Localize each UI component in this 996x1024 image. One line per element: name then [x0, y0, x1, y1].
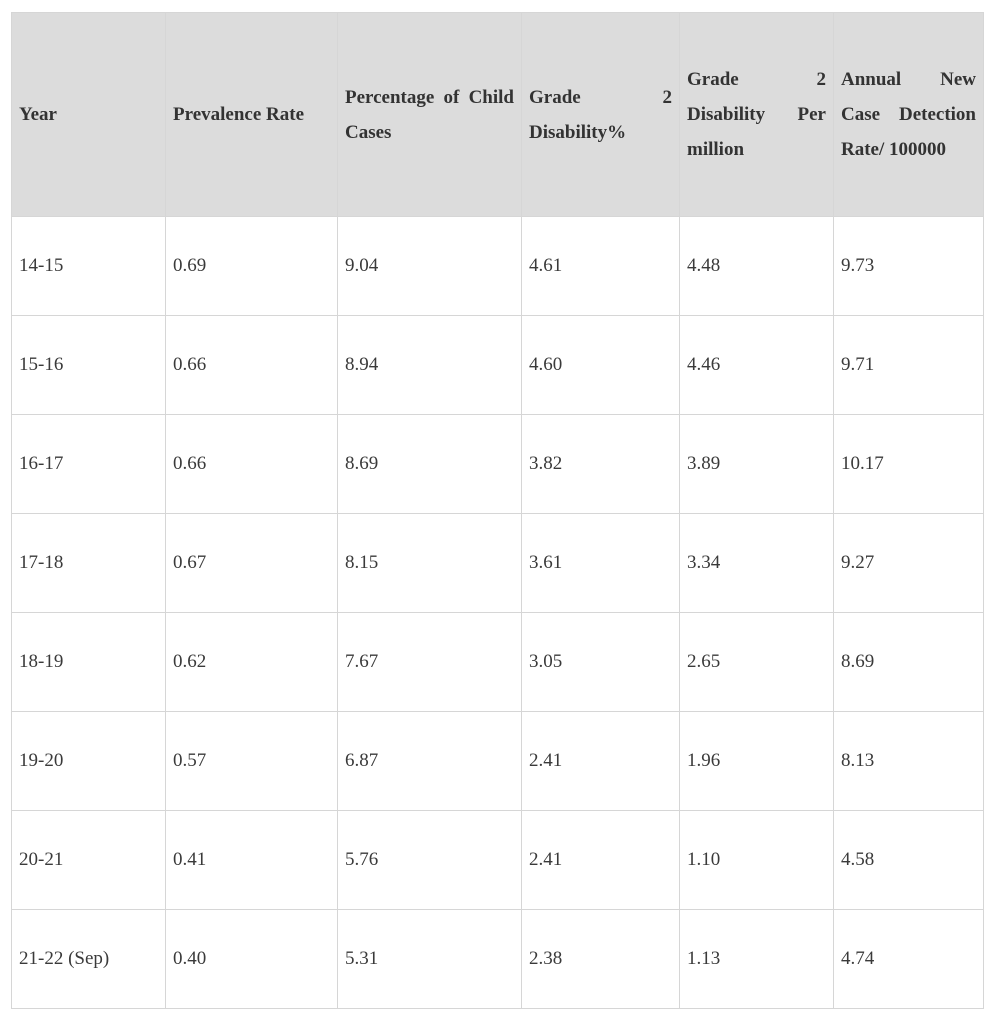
cell-year: 15-16: [12, 316, 166, 415]
table-row: [12, 613, 984, 712]
cell-grade2-disability-per-million: 3.89: [680, 415, 834, 514]
header-child-cases: Percentage of Child Cases: [338, 13, 522, 217]
cell-prevalence-rate: 0.69: [166, 217, 338, 316]
table-row: [12, 217, 984, 316]
cell-prevalence-rate: 0.41: [166, 811, 338, 910]
cell-new-case-detection-rate: 9.71: [834, 316, 984, 415]
cell-new-case-detection-rate: 8.13: [834, 712, 984, 811]
cell-prevalence-rate: 0.67: [166, 514, 338, 613]
cell-prevalence-rate: 0.62: [166, 613, 338, 712]
cell-new-case-detection-rate: 10.17: [834, 415, 984, 514]
table-row: [12, 514, 984, 613]
table-row: [12, 910, 984, 1009]
cell-prevalence-rate: 0.66: [166, 415, 338, 514]
cell-child-cases: 5.76: [338, 811, 522, 910]
data-table: [11, 12, 984, 1009]
cell-child-cases: 6.87: [338, 712, 522, 811]
cell-new-case-detection-rate: 4.58: [834, 811, 984, 910]
header-row: [12, 13, 984, 217]
table-row: [12, 415, 984, 514]
table-row: [12, 316, 984, 415]
cell-grade2-disability-percent: 3.61: [522, 514, 680, 613]
table-body: [12, 217, 984, 1009]
cell-new-case-detection-rate: 4.74: [834, 910, 984, 1009]
cell-year: 21-22 (Sep): [12, 910, 166, 1009]
cell-new-case-detection-rate: 9.73: [834, 217, 984, 316]
cell-grade2-disability-percent: 3.05: [522, 613, 680, 712]
header-prevalence-rate: Prevalence Rate: [166, 13, 338, 217]
cell-grade2-disability-per-million: 2.65: [680, 613, 834, 712]
cell-grade2-disability-per-million: 4.48: [680, 217, 834, 316]
cell-grade2-disability-percent: 4.60: [522, 316, 680, 415]
cell-grade2-disability-per-million: 4.46: [680, 316, 834, 415]
cell-year: 14-15: [12, 217, 166, 316]
cell-prevalence-rate: 0.66: [166, 316, 338, 415]
cell-grade2-disability-percent: 2.41: [522, 811, 680, 910]
cell-grade2-disability-percent: 4.61: [522, 217, 680, 316]
header-year: Year: [12, 13, 166, 217]
header-new-case-detection-rate: Annual New Case Detection Rate/ 100000: [834, 13, 984, 217]
cell-prevalence-rate: 0.40: [166, 910, 338, 1009]
cell-child-cases: 5.31: [338, 910, 522, 1009]
cell-grade2-disability-per-million: 1.10: [680, 811, 834, 910]
cell-child-cases: 9.04: [338, 217, 522, 316]
cell-child-cases: 8.69: [338, 415, 522, 514]
table-row: [12, 811, 984, 910]
cell-year: 16-17: [12, 415, 166, 514]
cell-child-cases: 8.94: [338, 316, 522, 415]
cell-year: 18-19: [12, 613, 166, 712]
cell-grade2-disability-per-million: 1.96: [680, 712, 834, 811]
header-grade2-disability-percent: Grade 2 Disability%: [522, 13, 680, 217]
cell-grade2-disability-percent: 3.82: [522, 415, 680, 514]
cell-child-cases: 7.67: [338, 613, 522, 712]
header-grade2-disability-per-million: Grade 2 Disability Per million: [680, 13, 834, 217]
cell-grade2-disability-per-million: 1.13: [680, 910, 834, 1009]
cell-year: 19-20: [12, 712, 166, 811]
cell-new-case-detection-rate: 9.27: [834, 514, 984, 613]
cell-grade2-disability-percent: 2.41: [522, 712, 680, 811]
cell-grade2-disability-per-million: 3.34: [680, 514, 834, 613]
cell-child-cases: 8.15: [338, 514, 522, 613]
data-table-container: [11, 12, 983, 1009]
table-row: [12, 712, 984, 811]
cell-new-case-detection-rate: 8.69: [834, 613, 984, 712]
cell-year: 17-18: [12, 514, 166, 613]
cell-year: 20-21: [12, 811, 166, 910]
cell-grade2-disability-percent: 2.38: [522, 910, 680, 1009]
cell-prevalence-rate: 0.57: [166, 712, 338, 811]
table-header: [12, 13, 984, 217]
